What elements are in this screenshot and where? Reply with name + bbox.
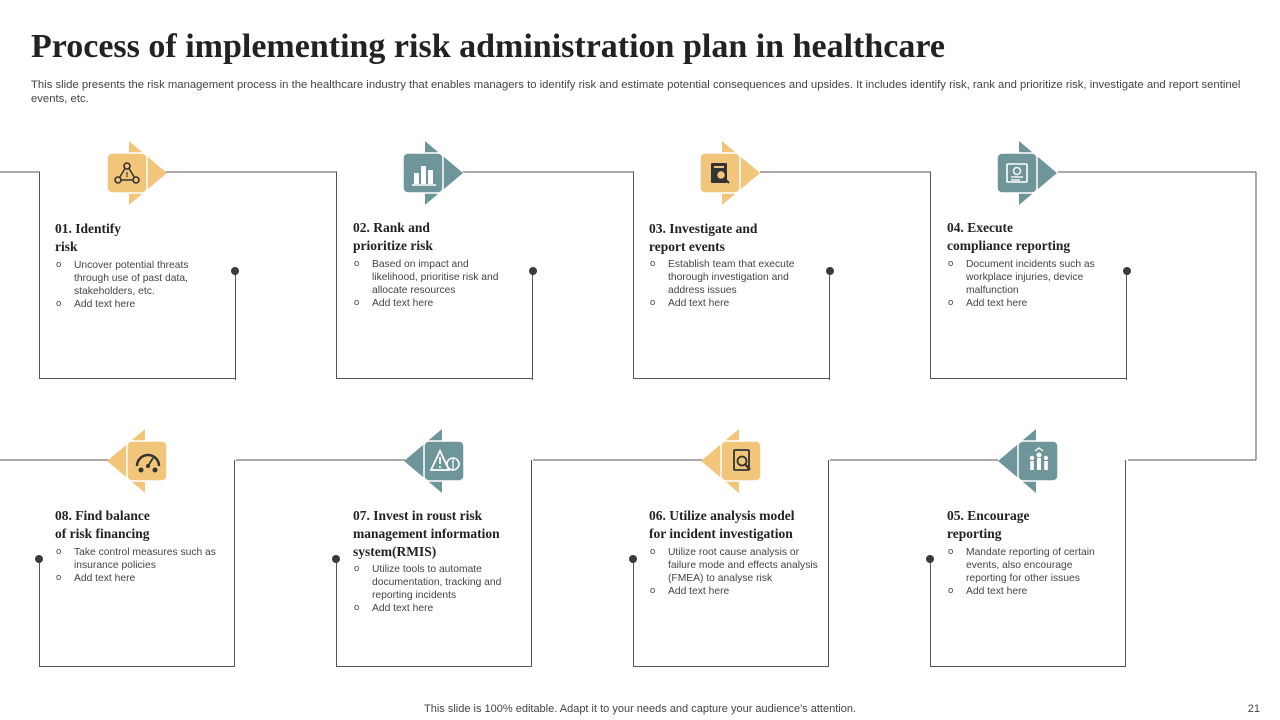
step-3-title-line: 03. Investigate and (649, 221, 758, 236)
connector-dot (629, 555, 637, 563)
list-item: o Add text here (56, 572, 216, 585)
step-6-title (649, 507, 829, 543)
step-1-title-line: risk (55, 239, 78, 254)
team-growth-icon (1022, 444, 1056, 478)
step-6-title-line: for incident investigation (649, 526, 793, 541)
list-item: o Mandate reporting of certain events, also encourage reporting for other issues (948, 546, 1108, 585)
step-5-title-line: 05. Encourage (947, 508, 1030, 523)
list-item: o Add text here (354, 297, 512, 310)
list-item: o Take control measures such as insurance policies (56, 546, 216, 572)
step-5-title (947, 507, 1127, 543)
document-magnifier-icon (725, 444, 759, 478)
step-2-title (353, 219, 533, 255)
list-item: o Add text here (948, 297, 1108, 310)
footer-note: This slide is 100% editable. Adapt it to your needs and capture your audience's attention. (424, 703, 856, 715)
step-2-bullets (354, 258, 512, 310)
list-item: o Utilize tools to automate documentation, tracking and reporting incidents (354, 563, 514, 602)
connector-dot (332, 555, 340, 563)
list-item: o Establish team that execute thorough investigation and address issues (650, 258, 810, 297)
warning-chart-icon (428, 444, 462, 478)
connector-dot (35, 555, 43, 563)
page-number: 21 (1247, 703, 1260, 715)
slide-subtitle: This slide presents the risk management process in the healthcare industry that enables managers to identify risk and estimate potential consequences and upsides. It includes identify risk, rank and prioritize risk, investigate and report sentinel events, etc. (31, 79, 1241, 105)
step-7-title-line: system(RMIS) (353, 544, 437, 559)
connector-dot (529, 267, 537, 275)
step-3-title (649, 220, 829, 256)
step-1-title-line: 01. Identify (55, 221, 122, 236)
step-5-bullets (948, 546, 1108, 598)
risk-network-icon (110, 156, 144, 190)
step-4-title-line: compliance reporting (947, 238, 1071, 253)
list-item: o Add text here (650, 585, 820, 598)
connector-dot (826, 267, 834, 275)
step-6-title-line: 06. Utilize analysis model (649, 508, 795, 523)
list-item: o Document incidents such as workplace injuries, device malfunction (948, 258, 1108, 297)
bar-chart-icon (407, 156, 441, 190)
step-4-title (947, 219, 1127, 255)
list-item: o Add text here (56, 298, 206, 311)
list-item: o Utilize root cause analysis or failure mode and effects analysis (FMEA) to analyse risk (650, 546, 820, 585)
step-6-bullets (650, 546, 820, 598)
money-gauge-icon (131, 444, 165, 478)
list-item: o Uncover potential threats through use of past data, stakeholders, etc. (56, 259, 206, 298)
list-item: o Add text here (948, 585, 1108, 598)
certificate-icon (1000, 156, 1034, 190)
step-7-title-line: management information (353, 526, 500, 541)
step-4-bullets (948, 258, 1108, 310)
step-7-title-line: 07. Invest in roust risk (353, 508, 483, 523)
step-8-bullets (56, 546, 216, 585)
report-search-icon (703, 156, 737, 190)
step-2-title-line: 02. Rank and (353, 220, 430, 235)
step-1-title (55, 220, 235, 256)
step-4-title-line: 04. Execute (947, 220, 1013, 235)
slide-title: Process of implementing risk administration plan in healthcare (31, 28, 945, 65)
step-8-title (55, 507, 235, 543)
connector-dot (926, 555, 934, 563)
svg-text:!: ! (125, 171, 129, 179)
step-1-bullets (56, 259, 206, 311)
step-7-title (353, 507, 533, 561)
step-3-bullets (650, 258, 810, 310)
step-8-title-line: of risk financing (55, 526, 150, 541)
step-5-title-line: reporting (947, 526, 1002, 541)
step-7-bullets (354, 563, 514, 615)
list-item: o Add text here (354, 602, 514, 615)
step-3-title-line: report events (649, 239, 725, 254)
step-8-title-line: 08. Find balance (55, 508, 150, 523)
list-item: o Add text here (650, 297, 810, 310)
step-2-title-line: prioritize risk (353, 238, 433, 253)
list-item: o Based on impact and likelihood, prioritise risk and allocate resources (354, 258, 512, 297)
connector-dot (231, 267, 239, 275)
connector-dot (1123, 267, 1131, 275)
